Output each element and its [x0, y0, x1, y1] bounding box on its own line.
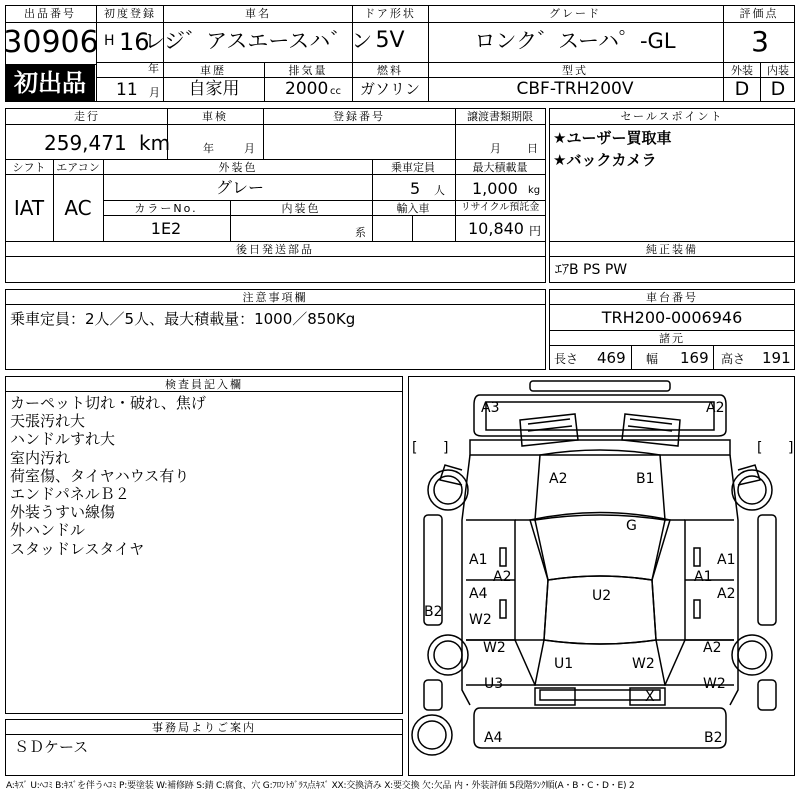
reg-number-label: 登録番号: [333, 110, 385, 123]
height: 191: [762, 349, 791, 367]
bracket-right: [: [757, 440, 763, 456]
exterior-label: 外装: [731, 64, 753, 77]
interior-label: 内装: [767, 64, 789, 77]
equipment-label: 純正装備: [646, 243, 698, 256]
inspector-label: 検査員記入欄: [165, 378, 243, 391]
exterior-color: グレー: [215, 178, 265, 197]
car-name-label: 車名: [245, 7, 271, 20]
damage-mark: W2: [632, 656, 655, 672]
inspector-note: 天張汚れ大: [10, 412, 86, 431]
bracket-right-close: ]: [788, 440, 794, 456]
max-load: 1,000: [472, 179, 518, 198]
damage-mark: W2: [469, 612, 492, 628]
equipment-value: ｴｱB PS PW: [555, 262, 628, 278]
damage-mark: X: [645, 689, 655, 705]
reg-month: 11: [116, 80, 138, 100]
fuel: ガソリン: [359, 80, 421, 98]
inspection-month-unit: 月: [244, 142, 255, 155]
lot-label: 出品番号: [24, 7, 76, 20]
year-unit: 年: [148, 62, 159, 75]
inspector-note: 外装うすい線傷: [10, 503, 116, 522]
damage-mark: A2: [549, 471, 568, 487]
first-listing-text: 初出品: [14, 69, 86, 97]
history: 自家用: [188, 79, 240, 99]
width-label: 幅: [646, 352, 659, 366]
notes-label: 注意事項欄: [242, 291, 308, 304]
displacement-unit: cc: [330, 86, 341, 97]
damage-mark: W2: [483, 640, 506, 656]
damage-mark: A1: [717, 552, 736, 568]
inspector-note: カーペット切れ・破れ、焦げ: [10, 394, 206, 412]
damage-mark: A2: [706, 400, 725, 416]
damage-mark: A2: [703, 640, 722, 656]
capacity: 5: [410, 179, 421, 198]
inspector-note: ハンドルすれ大: [10, 430, 116, 449]
width: 169: [680, 349, 709, 367]
length: 469: [597, 349, 626, 367]
interior-color-label: 内装色: [281, 202, 321, 215]
damage-mark: A1: [469, 552, 488, 568]
footer-legend: A:ｷｽﾞ U:ﾍｺﾐ B:ｷｽﾞを伴うﾍｺﾐ P:要塗装 W:補修跡 S:錆 C:腐食、穴 G:ﾌﾛﾝﾄｶﾞﾗｽ点ｷｽﾞ XX:交換済み X:要交換 欠:欠品 内・外装評価 5段階ﾗﾝｸ順(A・B・C・D・E) 2: [6, 781, 635, 791]
color-no-label: カラーNo.: [134, 202, 198, 215]
inspector-note: 室内汚れ: [10, 448, 71, 467]
capacity-unit: 人: [434, 184, 445, 197]
lot-number: 30906: [3, 25, 99, 60]
score-label: 評価点: [739, 7, 779, 20]
first-reg-label: 初度登録: [104, 7, 156, 20]
inspector-note: スタッドレスタイヤ: [10, 539, 145, 558]
capacity-label: 乗車定員: [391, 161, 435, 174]
recycle-unit: 円: [529, 224, 542, 238]
door-type: 5V: [375, 28, 405, 53]
inspection-year-unit: 年: [203, 142, 214, 155]
score: 3: [751, 25, 769, 58]
bracket-left: [: [412, 440, 418, 456]
transfer-month-unit: 月: [490, 142, 501, 155]
car-name: レジ゛アスエースハ゛ン: [143, 29, 373, 53]
import-label: 輸入車: [396, 202, 430, 215]
sales-label: セールスポイント: [620, 110, 724, 123]
inspector-note: 荷室傷、タイヤハウス有り: [10, 466, 190, 485]
chassis-label: 車台番号: [646, 291, 698, 304]
reg-year: 16: [119, 28, 150, 56]
shift: IAT: [13, 196, 45, 220]
sales-point-2: ★バックカメラ: [553, 151, 657, 169]
length-label: 長さ: [554, 352, 579, 366]
damage-mark: G: [626, 518, 637, 534]
transfer-day-unit: 日: [527, 142, 538, 155]
damage-mark: A4: [484, 730, 503, 746]
inspector-note: エンドパネルＢ２: [10, 485, 130, 504]
fuel-label: 燃料: [377, 64, 403, 77]
damage-mark: A3: [481, 400, 500, 416]
damage-mark: B2: [424, 604, 443, 620]
damage-mark: A1: [694, 569, 713, 585]
color-number: 1E2: [150, 219, 182, 238]
damage-mark: W2: [703, 676, 726, 692]
specs-label: 諸元: [659, 332, 685, 345]
inspection-label: 車検: [202, 110, 228, 123]
notes-text: 乗車定員：2人／5人、最大積載量：1000／850Kg: [10, 310, 356, 328]
damage-mark: U2: [592, 588, 612, 604]
damage-mark: B1: [636, 471, 655, 487]
mileage-unit: km: [139, 131, 171, 155]
mileage: 259,471: [44, 131, 127, 155]
displacement-label: 排気量: [288, 64, 328, 77]
bracket-left-close: ]: [443, 440, 449, 456]
damage-mark: A2: [717, 586, 736, 602]
grade-label: グレード: [549, 7, 601, 20]
month-unit: 月: [149, 86, 160, 99]
interior-grade: D: [770, 78, 786, 100]
displacement: 2000: [285, 79, 329, 99]
color-label: 外装色: [218, 161, 258, 174]
height-label: 高さ: [721, 352, 746, 366]
grade: ロンク゛スーハ゜-GL: [474, 29, 676, 53]
office-label: 事務局よりご案内: [152, 721, 256, 734]
history-label: 車歴: [200, 64, 226, 77]
recycle-label: リサイクル預託金: [460, 202, 540, 213]
model: CBF-TRH200V: [516, 79, 634, 99]
damage-mark: A2: [493, 569, 512, 585]
damage-mark: B2: [704, 730, 723, 746]
inspector-note: 外ハンドル: [10, 521, 86, 540]
door-label: ドア形状: [364, 7, 416, 20]
exterior-grade: D: [734, 78, 750, 100]
ac-label: エアコン: [56, 161, 100, 174]
transfer-label: 譲渡書類期限: [467, 110, 533, 123]
chassis-number: TRH200-0006946: [601, 308, 743, 327]
load-label: 最大積載量: [472, 161, 528, 174]
damage-mark: U3: [484, 676, 504, 692]
shift-label: シフト: [12, 161, 46, 174]
later-parts-label: 後日発送部品: [236, 243, 314, 256]
era: H: [104, 33, 115, 49]
damage-mark: A4: [469, 586, 488, 602]
ac: AC: [64, 196, 92, 220]
damage-mark: U1: [554, 656, 574, 672]
sales-point-1: ★ユーザー買取車: [553, 129, 672, 147]
recycle-fee: 10,840: [468, 219, 524, 238]
office-text: ＳＤケース: [14, 738, 89, 756]
load-unit: kg: [528, 185, 541, 196]
interior-color-unit: 系: [355, 226, 366, 239]
model-label: 型式: [562, 64, 588, 77]
mileage-label: 走行: [74, 110, 100, 123]
